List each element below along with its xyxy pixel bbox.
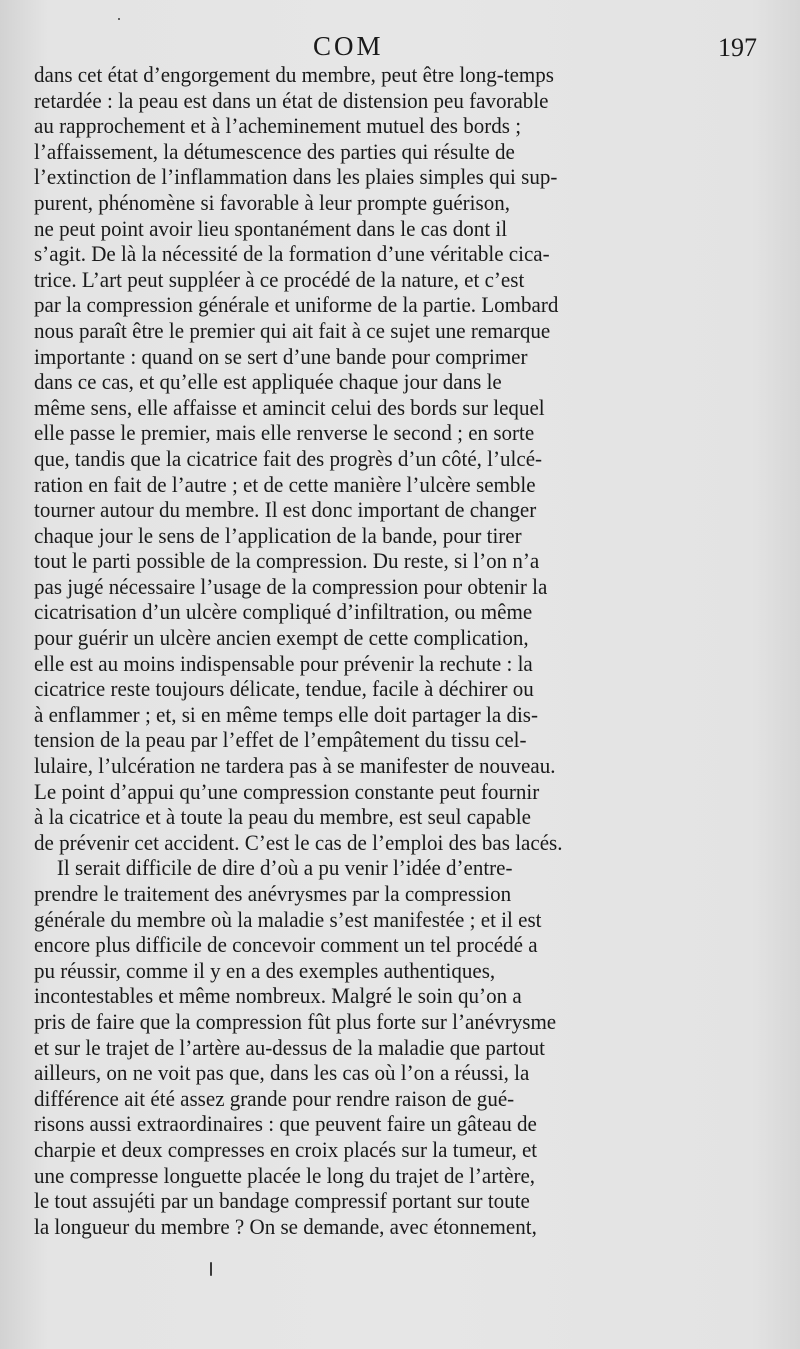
page-number: 197 bbox=[718, 33, 757, 62]
text-line: ailleurs, on ne voit pas que, dans les cas où l’on a réussi, la bbox=[34, 1060, 530, 1086]
text-line: dans ce cas, et qu’elle est appliquée chaque jour dans le bbox=[34, 369, 502, 395]
text-line: tension de la peau par l’effet de l’empâtement du tissu cel- bbox=[34, 727, 527, 753]
text-line: que, tandis que la cicatrice fait des progrès d’un côté, l’ulcé- bbox=[34, 445, 543, 471]
text-line: générale du membre où la maladie s’est manifestée ; et il est bbox=[34, 906, 542, 932]
text-line: ne peut point avoir lieu spontanément dans le cas dont il bbox=[34, 215, 508, 241]
text-line: s’agit. De là la nécessité de la formation d’une véritable cica- bbox=[34, 241, 550, 267]
text-line: trice. L’art peut suppléer à ce procédé de la nature, et c’est bbox=[34, 266, 525, 292]
text-line: cicatrisation d’un ulcère compliqué d’infiltration, ou même bbox=[34, 599, 533, 625]
ink-speck bbox=[118, 18, 120, 20]
text-line: l’extinction de l’inflammation dans les plaies simples qui sup- bbox=[34, 164, 558, 190]
text-line: pu réussir, comme il y en a des exemples authentiques, bbox=[34, 957, 496, 983]
text-line: au rapprochement et à l’acheminement mutuel des bords ; bbox=[34, 113, 522, 139]
text-line: différence ait été assez grande pour rendre raison de gué- bbox=[34, 1085, 515, 1111]
text-line: incontestables et même nombreux. Malgré le soin qu’on a bbox=[34, 983, 522, 1009]
text-line: prendre le traitement des anévrysmes par la compression bbox=[34, 881, 512, 906]
text-line: encore plus difficile de concevoir comment un tel procédé a bbox=[34, 932, 538, 958]
text-line: cicatrice reste toujours délicate, tendue, facile à déchirer ou bbox=[34, 676, 534, 702]
text-line: Le point d’appui qu’une compression constante peut fournir bbox=[34, 778, 540, 804]
body-text bbox=[34, 62, 800, 1239]
text-line: Il serait difficile de dire d’où a pu venir l’idée d’entre- bbox=[56, 855, 513, 881]
text-line: à enflammer ; et, si en même temps elle doit partager la dis- bbox=[34, 701, 539, 727]
text-line: elle est au moins indispensable pour prévenir la rechute : la bbox=[34, 650, 533, 676]
text-line: importante : quand on se sert d’une bande pour comprimer bbox=[34, 343, 528, 369]
running-title: COM bbox=[313, 31, 384, 61]
text-line: l’affaissement, la détumescence des parties qui résulte de bbox=[34, 138, 515, 164]
text-line: à la cicatrice et à toute la peau du membre, est seul capable bbox=[34, 804, 531, 830]
text-line: nous paraît être le premier qui ait fait à ce sujet une remarque bbox=[34, 317, 551, 343]
text-line: charpie et deux compresses en croix placés sur la tumeur, et bbox=[34, 1136, 538, 1162]
text-line: purent, phénomène si favorable à leur prompte guérison, bbox=[34, 189, 510, 215]
text-line: tourner autour du membre. Il est donc important de changer bbox=[34, 497, 537, 523]
text-line: elle passe le premier, mais elle renverse le second ; en sorte bbox=[34, 420, 535, 446]
text-line: risons aussi extraordinaires : que peuvent faire un gâteau de bbox=[34, 1111, 537, 1137]
text-line: pour guérir un ulcère ancien exempt de cette complication, bbox=[34, 625, 529, 651]
text-line: même sens, elle affaisse et amincit celui des bords sur lequel bbox=[34, 394, 545, 420]
text-line: par la compression générale et uniforme de la partie. Lombard bbox=[34, 292, 559, 318]
text-line: la longueur du membre ? On se demande, avec étonnement, bbox=[34, 1213, 537, 1239]
text-line: lulaire, l’ulcération ne tardera pas à se manifester de nouveau. bbox=[34, 753, 556, 779]
text-line: ration en fait de l’autre ; et de cette manière l’ulcère semble bbox=[34, 471, 536, 497]
text-line: de prévenir cet accident. C’est le cas de l’emploi des bas lacés. bbox=[34, 829, 563, 855]
running-head bbox=[0, 28, 800, 64]
text-line: pas jugé nécessaire l’usage de la compression pour obtenir la bbox=[34, 573, 548, 599]
text-line: chaque jour le sens de l’application de la bande, pour tirer bbox=[34, 522, 522, 548]
text-line: pris de faire que la compression fût plus forte sur l’anévrysme bbox=[34, 1008, 557, 1034]
ink-speck bbox=[210, 1262, 212, 1276]
text-line: le tout assujéti par un bandage compressif portant sur toute bbox=[34, 1188, 530, 1214]
text-line: tout le parti possible de la compression. Du reste, si l’on n’a bbox=[34, 548, 540, 574]
text-line: retardée : la peau est dans un état de distension peu favorable bbox=[34, 87, 549, 113]
text-line: et sur le trajet de l’artère au-dessus de la maladie que partout bbox=[34, 1034, 545, 1060]
text-line: une compresse longuette placée le long du trajet de l’artère, bbox=[34, 1162, 536, 1188]
text-line: dans cet état d’engorgement du membre, peut être long-temps bbox=[34, 62, 554, 87]
